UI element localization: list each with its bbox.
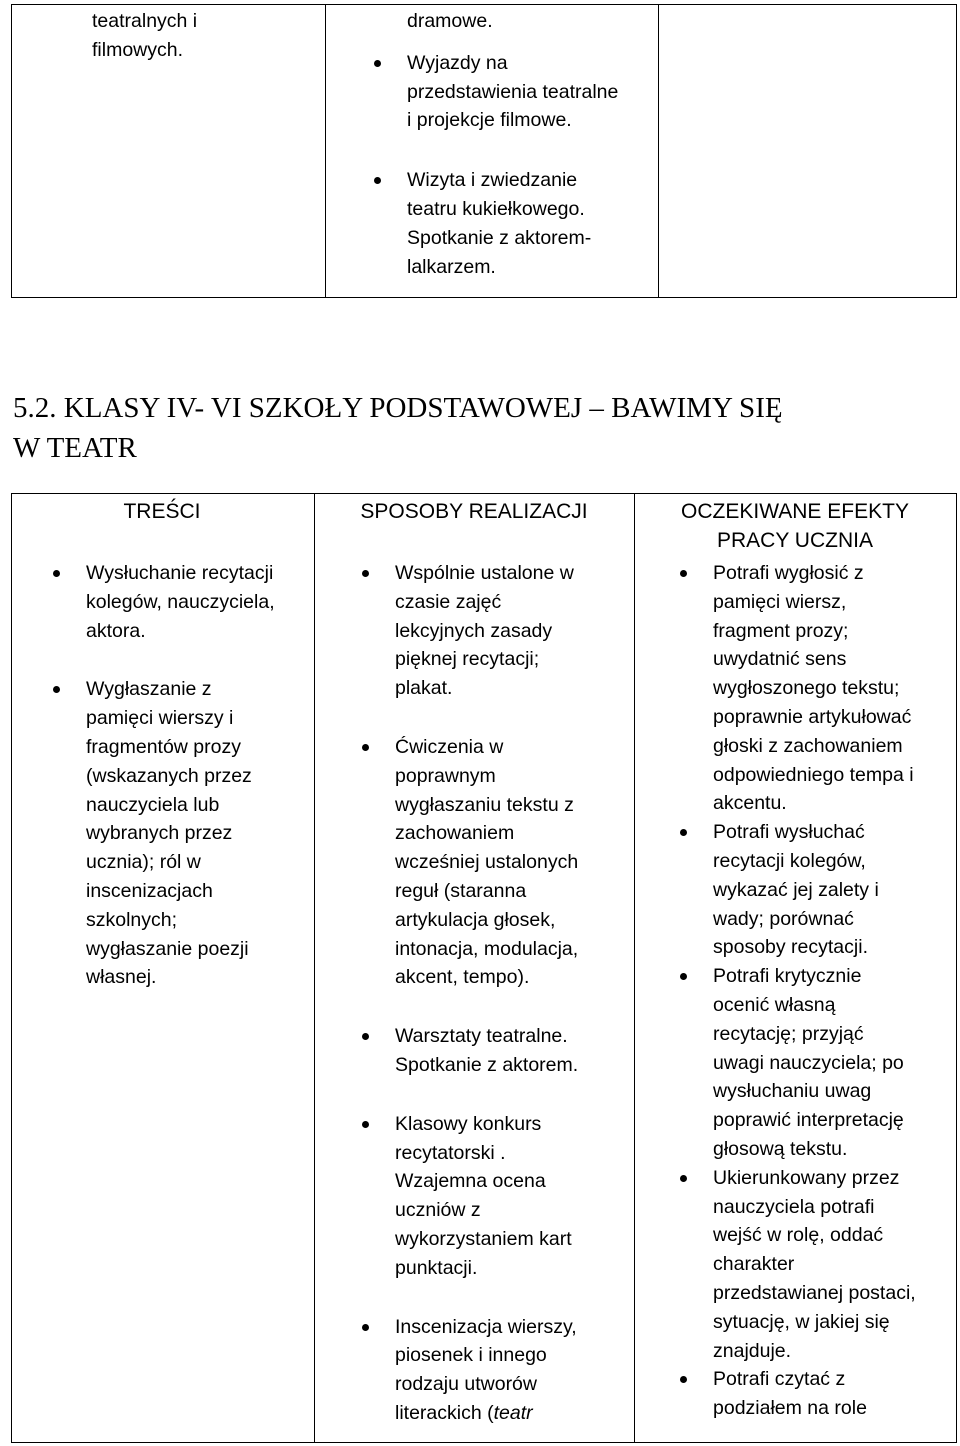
list-item	[713, 962, 953, 1164]
tresci-cell	[86, 559, 306, 992]
main-table-divider-2	[634, 494, 635, 1442]
text-line: wejść w rolę, oddać	[713, 1224, 884, 1247]
bullet-icon	[362, 1324, 369, 1331]
text-line: pamięci wiersz,	[713, 590, 847, 613]
bullet-icon	[374, 60, 381, 67]
list-item	[395, 1110, 630, 1283]
text-line: Potrafi czytać z	[713, 1368, 846, 1391]
bullet-icon	[362, 744, 369, 751]
bullet-icon	[374, 177, 381, 184]
text-line: kolegów, nauczyciela,	[86, 590, 275, 613]
header-oczekiwane-efekty	[634, 498, 956, 556]
text-line: głosową tekstu.	[713, 1137, 848, 1160]
text-line: wady; porównać	[713, 907, 854, 930]
list-item	[86, 675, 306, 992]
bullet-icon	[362, 570, 369, 577]
text-line: wcześniej ustalonych	[395, 851, 579, 874]
text-line: głoski z zachowaniem	[713, 734, 903, 757]
text-line: charakter	[713, 1253, 795, 1276]
list-item	[713, 1365, 953, 1423]
list-item	[395, 559, 630, 703]
text-line: odpowiedniego tempa i	[713, 763, 914, 786]
text-line: rodzaju utworów	[395, 1373, 537, 1396]
text-line: wysłuchaniu uwag	[713, 1080, 872, 1103]
text-line: Potrafi wysłuchać	[713, 821, 865, 844]
text-line: lekcyjnych zasady	[395, 619, 553, 642]
text-line: wykorzystaniem kart	[395, 1227, 572, 1250]
text-line: artykulacja głosek,	[395, 908, 556, 931]
text-line: Ukierunkowany przez	[713, 1166, 900, 1189]
list-item	[395, 1022, 630, 1080]
list-item	[713, 1164, 953, 1366]
text-line: literackich (teatr	[395, 1401, 533, 1424]
text-line: akcentu.	[713, 792, 787, 815]
top-table-divider-2	[658, 5, 659, 297]
text-line: pamięci wierszy i	[86, 707, 234, 730]
list-item	[407, 166, 657, 281]
text-line: Potrafi wygłosić z	[713, 562, 864, 584]
bullet-icon	[362, 1121, 369, 1128]
text-line: ocenić własną	[713, 993, 836, 1016]
text-line: Wizyta i zwiedzanie	[407, 169, 578, 192]
text-line: Wysłuchanie recytacji	[86, 562, 274, 584]
list-item	[713, 559, 953, 818]
top-table-divider-1	[325, 5, 326, 297]
text-line: nauczyciela lub	[86, 793, 220, 816]
text-line: (wskazanych przez	[86, 764, 252, 787]
main-table-divider-1	[314, 494, 315, 1442]
text-line: filmowych.	[92, 38, 184, 61]
list-item	[395, 733, 630, 992]
text-line: Potrafi krytycznie	[713, 965, 862, 988]
text-line: wykazać jej zalety i	[713, 878, 879, 901]
text-line: Wzajemna ocena	[395, 1170, 546, 1193]
list-item	[407, 49, 657, 135]
text-line: Spotkanie z aktorem.	[395, 1053, 579, 1076]
text-line: plakat.	[395, 677, 453, 700]
text-line: teatralnych i	[92, 10, 198, 32]
text-line: wygłoszonego tekstu;	[713, 677, 900, 700]
text-line: uwydatnić sens	[713, 648, 847, 671]
list-item	[395, 1313, 630, 1428]
text-line: Wygłaszanie z	[86, 678, 212, 701]
text-line: intonacja, modulacja,	[395, 937, 579, 960]
list-item	[713, 818, 953, 962]
text-line: piosenek i innego	[395, 1344, 547, 1367]
text-line: poprawnym	[395, 764, 496, 787]
bullet-icon	[680, 570, 687, 577]
text-line: pięknej recytacji;	[395, 648, 540, 671]
text-line: nauczyciela potrafi	[713, 1195, 875, 1218]
header-sposoby-realizacji: SPOSOBY REALIZACJI	[360, 500, 588, 523]
text-line: recytację; przyjąć	[713, 1022, 864, 1045]
text-line: ucznia); ról w	[86, 851, 201, 874]
text-line: sposoby recytacji.	[713, 936, 868, 959]
text-line: zachowaniem	[395, 822, 515, 845]
text-line: recytatorski .	[395, 1141, 506, 1164]
text-line: przedstawianej postaci,	[713, 1281, 916, 1304]
text-line: poprawić interpretację	[713, 1109, 904, 1132]
bullet-icon	[53, 570, 60, 577]
text-line: poprawnie artykułować	[713, 705, 912, 728]
text-line: recytacji kolegów,	[713, 849, 866, 872]
text-line: Ćwiczenia w	[395, 735, 504, 758]
header-tresci: TREŚCI	[123, 500, 201, 523]
text-line: uczniów z	[395, 1199, 481, 1222]
text-line: reguł (staranna	[395, 879, 527, 902]
text-line: własnej.	[86, 966, 157, 989]
header-line: OCZEKIWANE EFEKTY	[681, 500, 909, 523]
text-line: przedstawienia teatralne	[407, 80, 619, 103]
text-line: Warsztaty teatralne.	[395, 1025, 568, 1048]
text-line: podziałem na role	[713, 1397, 867, 1420]
text-line: punktacji.	[395, 1256, 478, 1279]
text-line: szkolnych;	[86, 908, 178, 931]
bullet-icon	[680, 1175, 687, 1182]
section-heading-line-2: W TEATR	[13, 432, 137, 464]
list-item	[86, 559, 306, 645]
text-line: aktora.	[86, 619, 146, 642]
text-line: Klasowy konkurs	[395, 1112, 542, 1135]
text-line: Spotkanie z aktorem-	[407, 226, 592, 249]
text-line: i projekcje filmowe.	[407, 109, 572, 132]
text-line: lalkarzem.	[407, 255, 496, 278]
text-line: znajduje.	[713, 1339, 792, 1362]
top-col1-cell	[92, 7, 197, 65]
text-line: inscenizacjach	[86, 879, 213, 902]
text-line: Inscenizacja wierszy,	[395, 1315, 577, 1338]
section-heading	[13, 393, 953, 462]
text-line: dramowe.	[407, 10, 493, 32]
text-line: sytuację, w jakiej się	[713, 1310, 890, 1333]
top-table	[11, 4, 957, 298]
sposoby-realizacji-cell	[395, 559, 630, 1428]
text-line: akcent, tempo).	[395, 966, 530, 989]
text-line: teatru kukiełkowego.	[407, 197, 585, 220]
section-heading-line-1: 5.2. KLASY IV- VI SZKOŁY PODSTAWOWEJ – BAWIMY SIĘ	[13, 392, 783, 424]
text-line: wybranych przez	[86, 822, 233, 845]
text-line: Wyjazdy na	[407, 51, 508, 74]
oczekiwane-efekty-cell	[713, 559, 953, 1423]
top-col2-cell	[407, 7, 657, 281]
text-line: uwagi nauczyciela; po	[713, 1051, 904, 1074]
text-line: wygłaszanie poezji	[86, 937, 249, 960]
header-line: PRACY UCZNIA	[717, 528, 873, 552]
italic-word: teatr	[493, 1401, 533, 1424]
text-line: Wspólnie ustalone w	[395, 562, 574, 584]
text-line: fragmentów prozy	[86, 735, 241, 758]
text-line: wygłaszaniu tekstu z	[395, 793, 574, 816]
text-line: fragment prozy;	[713, 619, 849, 642]
text-line: czasie zajęć	[395, 590, 502, 613]
